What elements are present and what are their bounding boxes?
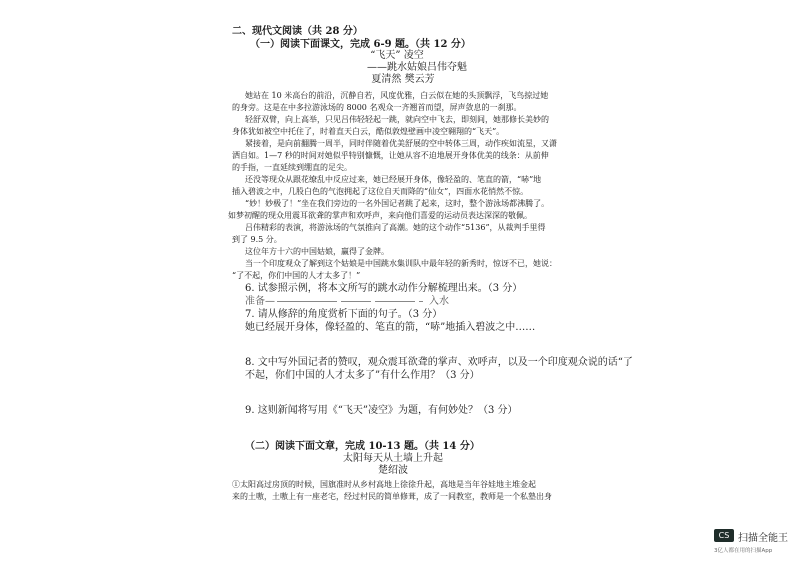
paragraph-line: 洒自如。1—7 秒的时间对她似乎特别慷慨，让她从容不迫地展开身体优美的线条：从前伸 (232, 151, 549, 160)
section-title: 二、现代文阅读（共 28 分） (232, 26, 363, 37)
question-6-answer-line (245, 296, 449, 308)
article2-title: 太阳每天从土墙上升起 (343, 453, 443, 464)
article2-author: 楚绍波 (378, 465, 408, 476)
paragraph-line: 插入碧波之中，几股白色的气泡拥起了这位自天而降的“仙女”，四面水花悄然不惊。 (232, 187, 529, 196)
paragraph-line: “妙！妙极了！”坐在我们旁边的一名外国记者跳了起来，这时，整个游泳场都沸腾了。 (245, 199, 550, 208)
article-subtitle: ——跳水姑娘吕伟夺魁 (367, 62, 467, 73)
question-7-quote: 她已经展开身体，像轻盈的、笔直的箭，“哧”地插入碧波之中…… (245, 322, 536, 333)
paragraph-line: 这位年方十六的中国姑娘，赢得了金牌。 (245, 247, 389, 256)
paragraph-line: 还没等现众从跟花缭乱中反应过来，她已经展开身体，像轻盈的、笔直的箭，“哧”地 (245, 175, 542, 184)
part2-heading: （二）阅读下面文章，完成 10-13 题。（共 14 分） (245, 441, 480, 452)
answer-blank (277, 301, 337, 302)
question-9: 9. 这则新闻将写用《“飞天”凌空》为题，有何妙处？（3 分） (245, 405, 518, 416)
paragraph-line: 身体犹如被空中托住了，时着直天白云，酷似敦煌壁画中凌空翱翔的“飞天”。 (232, 127, 505, 136)
answer-start: 准备— (245, 296, 275, 307)
paragraph-line: 来的土嗷，土嗷上有一座老宅，经过村民的简单修葺，成了一间教室，教师是一个私塾出身 (232, 492, 552, 501)
answer-blank (341, 301, 371, 302)
paragraph-line: 轻舒双臂，向上高举，只见吕伟轻轻起一跳，就向空中飞去，即刻间，她那修长美妙的 (245, 115, 549, 124)
paragraph-line: 她站在 10 米高台的前沿，沉静自若，风度优雅，白云似在她的头顶飘浮，飞鸟掠过她 (245, 91, 549, 100)
paragraph-line: 到了 9.5 分。 (232, 235, 282, 244)
answer-end: 入水 (429, 296, 449, 307)
paragraph-line: “了不起，你们中国的人才太多了！” (232, 271, 361, 280)
question-6: 6. 试参照示例，将本文所写的跳水动作分解梳理出来。（3 分） (245, 283, 523, 294)
paragraph-line: 的身旁。这是在中多拉游泳场的 8000 名观众一齐翘首而望，屏声敛息的一刹那。 (232, 103, 522, 112)
scanner-subtitle: 3亿人都在用的扫描App (714, 548, 773, 554)
paragraph-line: 如梦初醒的现众用震耳欲聋的掌声和欢呼声，来向他们喜爱的运动员表达深深的敬佩。 (228, 211, 532, 220)
article-title: “飞天” 凌空 (370, 50, 424, 61)
part1-heading: （一）阅读下面课文，完成 6-9 题。（共 12 分） (250, 39, 471, 50)
answer-blank (375, 301, 415, 302)
question-8-cont: 不起，你们中国的人才太多了”有什么作用？（3 分） (245, 370, 480, 381)
paragraph-line: 当一个印度观众了解到这个姑娘是中国跳水集训队中最年轻的新秀时，惊讶不已，她说： (245, 259, 557, 268)
article-authors: 夏清然 樊云芳 (371, 74, 435, 85)
scanner-brand: 扫描全能王 (738, 533, 788, 544)
answer-blank (419, 301, 423, 302)
paragraph-line: ①太阳高过房顶的时候，国旗准时从乡村高地上徐徐升起，高地是当年谷娃地主堆金起 (232, 480, 536, 489)
paragraph-line: 紧接着，是向前翻腾一周半，同时伴随着优美舒展的空中转体三周，动作疾如流星，又潇 (245, 139, 557, 148)
question-7: 7. 请从修辞的角度赏析下面的句子。（3 分） (245, 309, 443, 320)
scanner-badge: CS (714, 529, 734, 542)
paragraph-line: 的手指，一直延续到绷直的足尖。 (232, 163, 352, 172)
paragraph-line: 吕伟精彩的表演，将游泳场的气氛推向了高潮。她的这个动作“5136”，从裁判手里得 (245, 223, 546, 232)
question-8: 8. 文中写外国记者的赞叹，观众震耳欲聋的掌声、欢呼声，以及一个印度观众说的话“了 (245, 357, 633, 368)
